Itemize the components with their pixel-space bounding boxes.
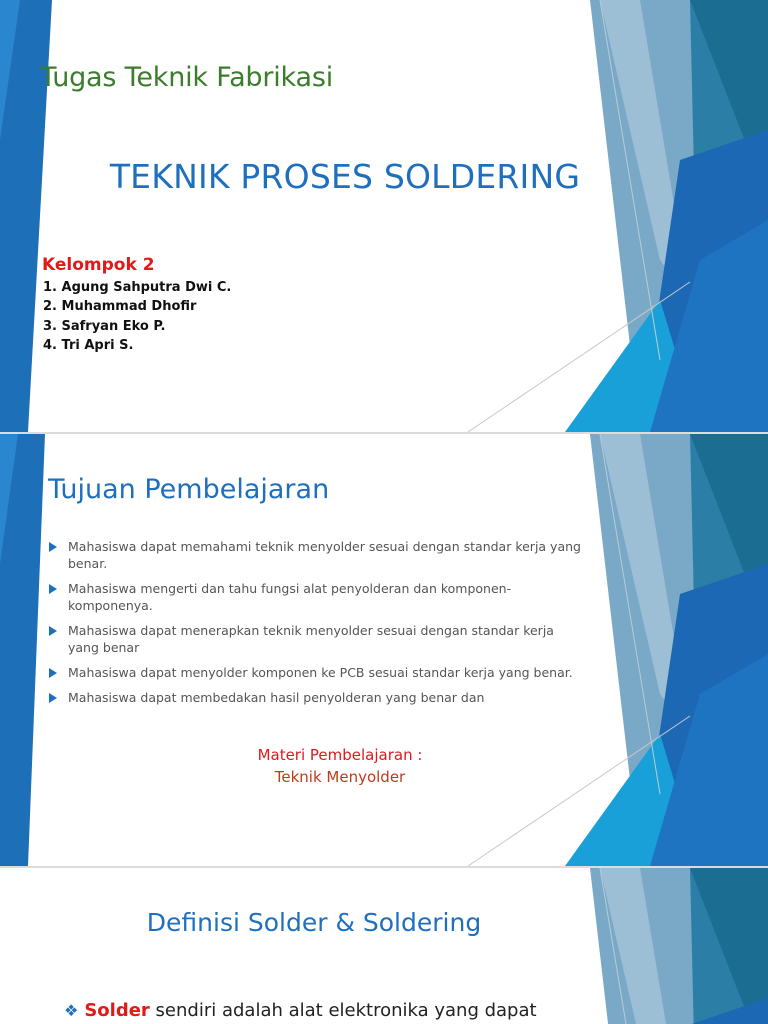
member-item: 4. Tri Apri S. <box>43 338 134 354</box>
objective-text: Mahasiswa dapat menyolder komponen ke PCB sesuai standar kerja yang benar. <box>68 665 573 680</box>
presentation-title: TEKNIK PROSES SOLDERING <box>109 157 581 196</box>
section-title: Tujuan Pembelajaran <box>48 474 330 505</box>
definition-line <box>64 1000 537 1021</box>
course-subtitle: Tugas Teknik Fabrikasi <box>40 62 334 93</box>
objectives-list <box>48 538 588 714</box>
diamond-bullet-icon: ❖ <box>64 1001 79 1020</box>
bullet-arrow-icon <box>49 668 57 678</box>
objective-item <box>48 622 588 656</box>
bullet-arrow-icon <box>49 626 57 636</box>
materi-block <box>0 744 680 788</box>
objective-item <box>48 689 588 706</box>
member-item: 3. Safryan Eko P. <box>43 318 166 334</box>
objective-text: Mahasiswa dapat memahami teknik menyolder sesuai dengan standar kerja yang benar. <box>68 539 581 571</box>
bullet-arrow-icon <box>49 584 57 594</box>
objective-text: Mahasiswa dapat membedakan hasil penyolderan yang benar dan <box>68 690 485 705</box>
member-list <box>43 278 231 356</box>
objective-item <box>48 664 588 681</box>
member-item: 2. Muhammad Dhofir <box>43 299 197 315</box>
objective-item <box>48 538 588 572</box>
definition-keyword: Solder <box>84 1000 150 1021</box>
section-title: Definisi Solder & Soldering <box>146 908 482 937</box>
materi-topic: Teknik Menyolder <box>274 768 406 786</box>
objective-item <box>48 580 588 614</box>
objective-text: Mahasiswa mengerti dan tahu fungsi alat penyolderan dan komponen-komponenya. <box>68 581 512 613</box>
definition-text: sendiri adalah alat elektronika yang dapat <box>149 1000 537 1021</box>
slide-objectives <box>0 434 768 866</box>
slide-definition <box>0 868 768 1024</box>
bullet-arrow-icon <box>49 693 57 703</box>
member-item: 1. Agung Sahputra Dwi C. <box>43 280 232 295</box>
objective-text: Mahasiswa dapat menerapkan teknik menyolder sesuai dengan standar kerja yang benar <box>68 623 554 655</box>
bullet-arrow-icon <box>49 542 57 552</box>
slide-title <box>0 0 768 432</box>
materi-label: Materi Pembelajaran : <box>257 746 423 764</box>
group-label: Kelompok 2 <box>42 255 155 275</box>
